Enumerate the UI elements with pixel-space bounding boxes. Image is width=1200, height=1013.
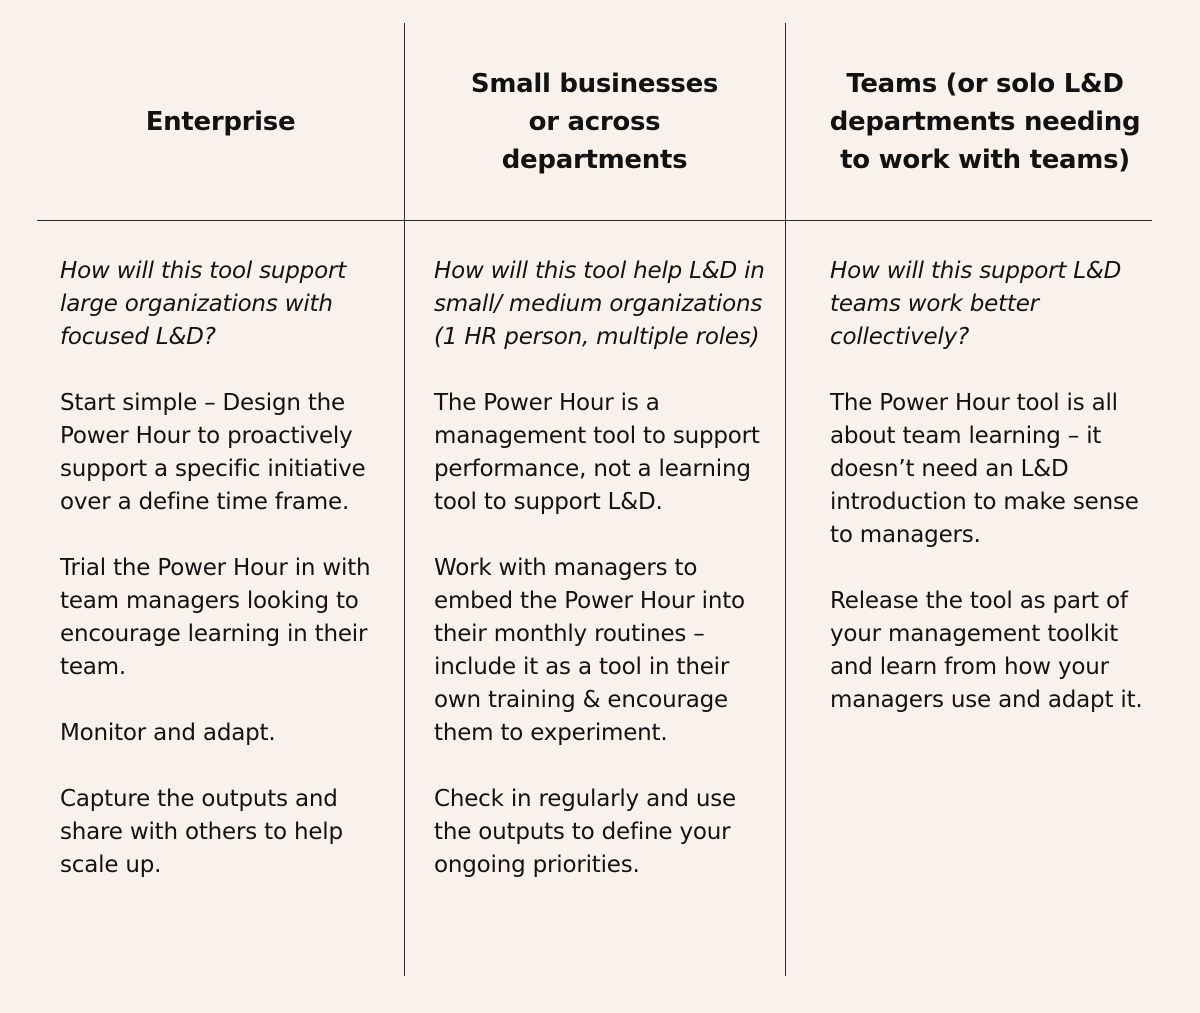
column-body-teams	[830, 255, 1160, 750]
column-question: How will this tool help L&D in small/ medium organizations (1 HR person, multiple roles)	[434, 258, 765, 350]
column-heading-small-businesses: Small businesses or across departments	[470, 68, 719, 175]
column-paragraph: Capture the outputs and share with others to help scale up.	[60, 786, 343, 878]
column-question: How will this support L&D teams work better collectively?	[830, 258, 1122, 350]
column-heading-teams: Teams (or solo L&D departments needing to work with teams)	[829, 68, 1141, 175]
column-body-small-businesses	[434, 255, 772, 915]
column-question: How will this tool support large organizations with focused L&D?	[60, 258, 347, 350]
column-paragraph: Start simple – Design the Power Hour to proactively support a specific initiative over a define time frame.	[60, 390, 366, 515]
column-paragraph: Check in regularly and use the outputs to define your ongoing priorities.	[434, 786, 736, 878]
column-paragraph: The Power Hour tool is all about team learning – it doesn’t need an L&D introduction to make sense to managers.	[830, 390, 1139, 548]
header-divider	[37, 220, 1152, 221]
column-paragraph: Trial the Power Hour in with team managers looking to encourage learning in their team.	[60, 555, 371, 680]
column-paragraph: Release the tool as part of your management toolkit and learn from how your managers use and adapt it.	[830, 588, 1143, 713]
column-body-enterprise	[60, 255, 392, 915]
column-paragraph: Work with managers to embed the Power Hour into their monthly routines – include it as a tool in their own training & encourage them to experiment.	[434, 555, 745, 746]
column-heading-enterprise: Enterprise	[145, 106, 296, 137]
column-paragraph: The Power Hour is a management tool to support performance, not a learning tool to support L&D.	[434, 390, 760, 515]
column-paragraph: Monitor and adapt.	[60, 720, 276, 746]
